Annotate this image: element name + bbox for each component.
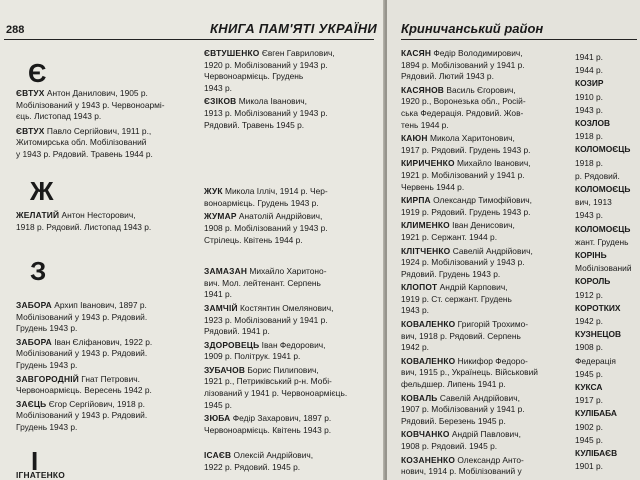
left-col1-block-i: ІГНАТЕНКО xyxy=(16,470,65,480)
entry: ЗДОРОВЕЦЬ Іван Федорович, 1909 р. Політрук. 1941 р. xyxy=(204,339,326,362)
entry: КОЗАНЕНКО Олександр Анто- нович, 1914 р. Мобілізований у xyxy=(401,454,524,477)
fragment-line: 1912 р. xyxy=(575,289,603,300)
entry: КАСЯН Федір Володимирович, 1894 р. Мобілізований у 1941 р. Рядовий. Лютий 1943 р. xyxy=(401,48,525,82)
section-letter-ye: Є xyxy=(28,58,47,88)
entry: ЗАМАЗАН Михайло Харитоно- вич. Мол. лейтенант. Серпень 1941 р. xyxy=(204,266,327,300)
entry: ЖЕЛАТИЙ Антон Несторович, 1918 р. Рядовий. Листопад 1943 р. xyxy=(16,210,152,232)
right-col1 xyxy=(401,48,573,478)
fragment-line: Мобілізований xyxy=(575,263,632,274)
entry: КОВАЛЬ Савелій Андрійович, 1907 р. Мобілізований у 1941 р. Рядовий. Березень 1945 р. xyxy=(401,392,525,426)
page-number: 288 xyxy=(6,24,25,36)
entry: КОВАЛЕНКО Никифор Федоро- вич, 1915 р., Українець. Військовий фельдшер. Липень 1941 р. xyxy=(401,355,538,390)
entry: ЗУБАЧОВ Борис Пилипович, 1921 р., Петриківський р-н. Мобі- лізований у 1941 р. Червоноармієць. 1945 р. xyxy=(204,364,348,410)
fragment-line: КОЛОМОЄЦЬ xyxy=(575,184,631,194)
book-title-header: КНИГА ПАМ'ЯТІ УКРАЇНИ xyxy=(210,21,378,36)
fragment-line: р. Рядовий. xyxy=(575,170,620,181)
left-col2 xyxy=(204,48,380,474)
fragment-line: КОРОТКИХ xyxy=(575,302,621,313)
fragment-line: 1917 р. xyxy=(575,395,603,406)
entry: ЄВТУХ Антон Данилович, 1905 р. Мобілізований у 1943 р. Червоноармі- єць. Листопад 1943 р. xyxy=(16,88,165,122)
entry: КЛІТЧЕНКО Савелій Андрійович, 1924 р. Мобілізований у 1943 р. Рядовий. Грудень 1943 р. xyxy=(401,245,533,279)
fragment-line: жант. Грудень xyxy=(575,236,629,247)
right-page xyxy=(387,0,640,480)
left-col1-block-ye xyxy=(16,88,194,161)
section-letter-z: З xyxy=(30,256,47,286)
fragment-line: 1945 р. xyxy=(575,434,603,445)
fragment-line: вич, 1913 xyxy=(575,197,612,208)
fragment-line: КОЗЛОВ xyxy=(575,118,611,128)
fragment-line: КОРОЛЬ xyxy=(575,276,611,287)
entry: ЖУМАР Анатолій Андрійович, 1908 р. Мобілізований у 1943 р. Стрілець. Квітень 1944 р. xyxy=(204,211,328,245)
fragment-line: КУЛІБАЄВ xyxy=(575,448,618,458)
fragment-line: 1945 р. xyxy=(575,368,603,379)
entry: ЄВТУШЕНКО Євген Гаврилович, 1920 р. Мобілізований у 1943 р. Червоноармієць. Грудень 1943 р. xyxy=(204,48,335,93)
entry: ЗАВГОРОДНІЙ Гнат Петрович. Червоноармієць. Вересень 1942 р. xyxy=(16,373,152,396)
entry: ЄВТУХ Павло Сергійович, 1911 р., Житомирська обл. Мобілізований у 1943 р. Рядовий. Травень 1944 р. xyxy=(16,125,153,159)
left-col1-block-z xyxy=(16,300,194,434)
entry: КЛИМЕНКО Іван Денисович, 1921 р. Сержант. 1944 р. xyxy=(401,220,515,242)
entry: ІСАЄВ Олексій Андрійович, 1922 р. Рядовий. 1945 р. xyxy=(204,450,314,473)
section-letter-i: І xyxy=(31,446,39,476)
section-letter-zh: Ж xyxy=(30,176,54,206)
fragment-line: КОЗИР xyxy=(575,78,604,89)
fragment-line: КУКСА xyxy=(575,382,603,392)
left-col1-block-zh xyxy=(16,210,194,233)
fragment-line: 1944 р. xyxy=(575,65,603,76)
fragment-line: 1943 р. xyxy=(575,104,603,115)
fragment-line: Федерація xyxy=(575,355,616,366)
fragment-line: 1918 р. xyxy=(575,157,603,168)
fragment-line: КОРІНЬ xyxy=(575,250,607,260)
fragment-line: 1908 р. xyxy=(575,342,603,353)
fragment-line: 1910 р. xyxy=(575,91,603,102)
fragment-line: 1943 р. xyxy=(575,210,603,221)
fragment-line: КУЗНЕЦОВ xyxy=(575,329,622,340)
entry: КОВЧАНКО Андрій Павлович, 1908 р. Рядовий. 1945 р. xyxy=(401,429,521,451)
entry: КИРПА Олександр Тимофійович, 1919 р. Рядовий. Грудень 1943 р. xyxy=(401,195,532,217)
district-header: Криничанський район xyxy=(401,21,544,36)
header-rule xyxy=(4,39,374,40)
entry: КАСЯНОВ Василь Єгорович, 1920 р., Воронезька обл., Росій- ська Федерація. Рядовий. Жов- тень 1944 р. xyxy=(401,84,526,130)
fragment-line: 1918 р. xyxy=(575,131,603,142)
entry: ЖУК Микола Ілліч, 1914 р. Чер- воноармієць. Грудень 1943 р. xyxy=(204,186,328,208)
entry: КЛОПОТ Андрій Карпович, 1919 р. Ст. сержант. Грудень 1943 р. xyxy=(401,282,512,316)
fragment-line: 1942 р. xyxy=(575,316,603,326)
fragment-line: 1902 р. xyxy=(575,421,603,432)
entry: ЗАБОРА Архип Іванович, 1897 р. Мобілізований у 1943 р. Рядовий. Грудень 1943 р. xyxy=(16,300,148,334)
entry: КАЮН Микола Харитонович, 1917 р. Рядовий. Грудень 1943 р. xyxy=(401,133,531,155)
entry: ЗЮБА Федір Захарович, 1897 р. Червоноармієць. Квітень 1943 р. xyxy=(204,413,332,435)
fragment-line: КОЛОМОЄЦЬ xyxy=(575,144,631,155)
entry: ЗАЄЦЬ Єгор Сергійович, 1918 р. Мобілізований у 1943 р. Рядовий. Грудень 1943 р. xyxy=(16,398,148,432)
entry: КИРИЧЕНКО Михайло Іванович, 1921 р. Мобілізований у 1941 р. Червень 1944 р. xyxy=(401,158,531,192)
fragment-line: КУЛІБАБА xyxy=(575,408,617,419)
fragment-line: 1941 р. xyxy=(575,52,603,62)
entry: ЗАМЧІЙ Костянтин Омелянович, 1923 р. Мобілізований у 1941 р. Рядовий. 1941 р. xyxy=(204,302,334,337)
fragment-line: 1901 р. xyxy=(575,461,603,472)
fragment-line: КОЛОМОЄЦЬ xyxy=(575,223,631,234)
header-rule xyxy=(401,39,637,40)
entry: ЗАБОРА Іван Єліфанович, 1922 р. Мобілізований у 1943 р. Рядовий. Грудень 1943 р. xyxy=(16,336,153,370)
entry: ЄЗІКОВ Микола Іванович, 1913 р. Мобілізований у 1943 р. Рядовий. Травень 1945 р. xyxy=(204,96,328,130)
entry: КОВАЛЕНКО Григорій Трохимо- вич, 1918 р. Рядовий. Серпень 1942 р. xyxy=(401,319,529,353)
